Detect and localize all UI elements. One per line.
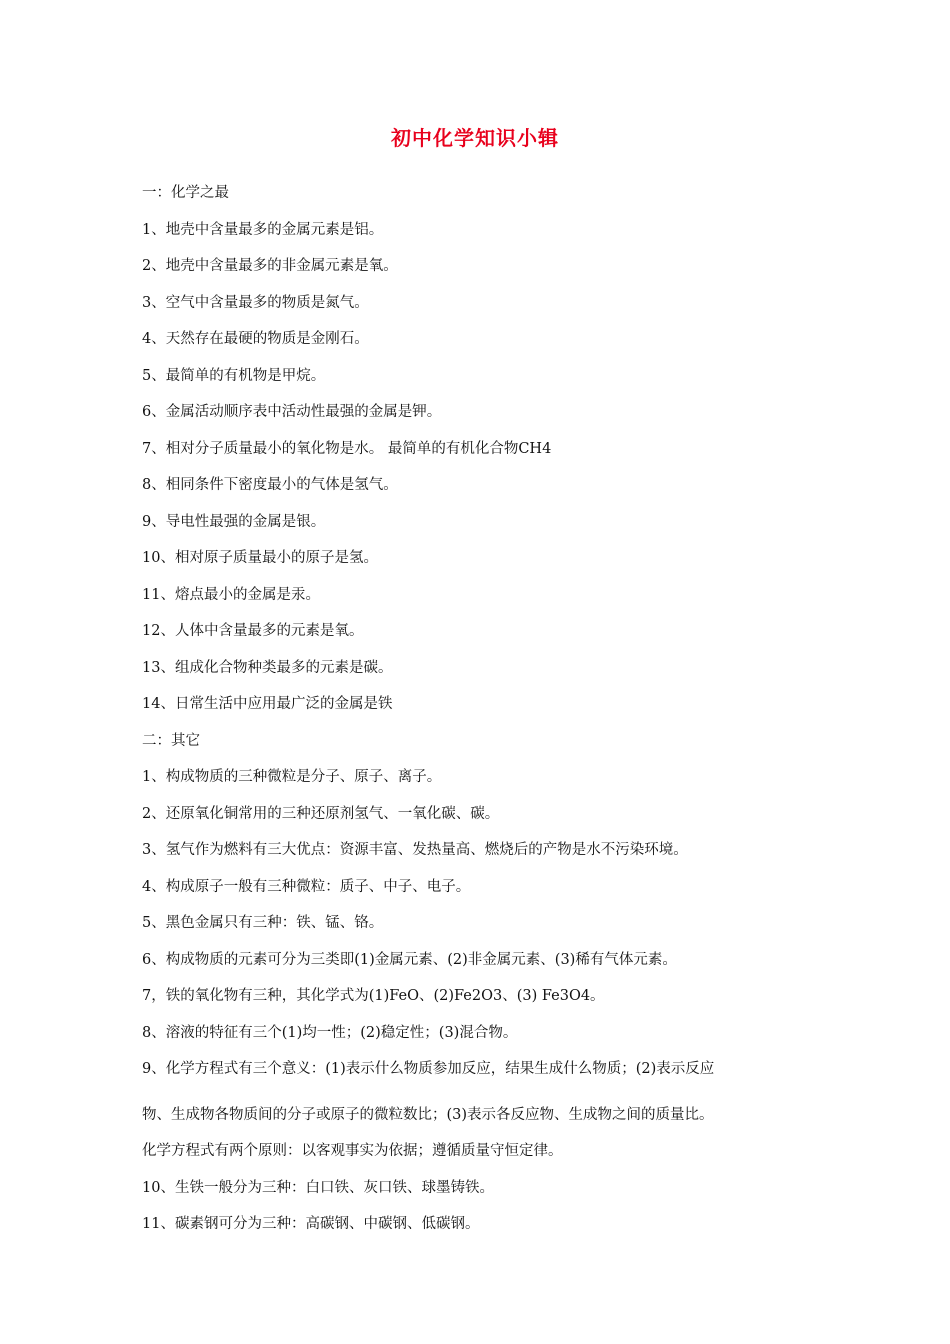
list-item-9-line-1: 9、化学方程式有三个意义：(1)表示什么物质参加反应，结果生成什么物质；(2)表示反应 — [142, 1061, 715, 1077]
list-item: 6、构成物质的元素可分为三类即(1)金属元素、(2)非金属元素、(3)稀有气体元素。 — [142, 951, 677, 968]
list-item: 12、人体中含量最多的元素是氧。 — [142, 623, 364, 639]
list-item: 2、还原氧化铜常用的三种还原剂氢气、一氧化碳、碳。 — [142, 805, 500, 822]
list-item: 1、构成物质的三种微粒是分子、原子、离子。 — [142, 769, 442, 785]
list-item: 10、生铁一般分为三种：白口铁、灰口铁、球墨铸铁。 — [142, 1179, 494, 1196]
list-item-9-line-2: 物、生成物各物质间的分子或原子的微粒数比；(3)表示各反应物、生成物之间的质量比。 — [142, 1106, 714, 1123]
list-item: 4、构成原子一般有三种微粒：质子、中子、电子。 — [142, 878, 471, 895]
list-item: 3、氢气作为燃料有三大优点：资源丰富、发热量高、燃烧后的产物是水不污染环境。 — [142, 842, 688, 858]
list-item: 11、熔点最小的金属是汞。 — [142, 586, 320, 603]
list-item: 7、相对分子质量最小的氧化物是水。 最简单的有机化合物CH4 — [142, 440, 552, 457]
list-item: 5、最简单的有机物是甲烷。 — [142, 367, 326, 384]
list-item: 2、地壳中含量最多的非金属元素是氧。 — [142, 258, 398, 274]
list-item: 10、相对原子质量最小的原子是氢。 — [142, 550, 378, 566]
list-item-9-line-3: 化学方程式有两个原则：以客观事实为依据；遵循质量守恒定律。 — [142, 1143, 563, 1159]
list-item: 6、金属活动顺序表中活动性最强的金属是钾。 — [142, 404, 442, 420]
section-heading-1: 一：化学之最 — [142, 185, 229, 201]
list-item: 9、导电性最强的金属是银。 — [142, 513, 326, 530]
list-item: 11、碳素钢可分为三种：高碳钢、中碳钢、低碳钢。 — [142, 1216, 480, 1232]
list-item: 1、地壳中含量最多的金属元素是铝。 — [142, 221, 384, 238]
list-item: 8、溶液的特征有三个(1)均一性；(2)稳定性；(3)混合物。 — [142, 1024, 518, 1041]
list-item: 14、日常生活中应用最广泛的金属是铁 — [142, 696, 393, 712]
list-item: 5、黑色金属只有三种：铁、锰、铬。 — [142, 915, 384, 931]
list-item: 3、空气中含量最多的物质是氮气。 — [142, 294, 369, 311]
section-heading-2: 二：其它 — [142, 732, 200, 749]
document-title: 初中化学知识小辑 — [391, 126, 559, 150]
document-body — [142, 175, 822, 1243]
list-item: 4、天然存在最硬的物质是金刚石。 — [142, 331, 369, 347]
list-item: 8、相同条件下密度最小的气体是氢气。 — [142, 477, 398, 493]
list-item: 13、组成化合物种类最多的元素是碳。 — [142, 659, 393, 676]
list-item: 7，铁的氧化物有三种，其化学式为(1)FeO、(2)Fe2O3、(3) Fe3O4。 — [142, 988, 605, 1004]
